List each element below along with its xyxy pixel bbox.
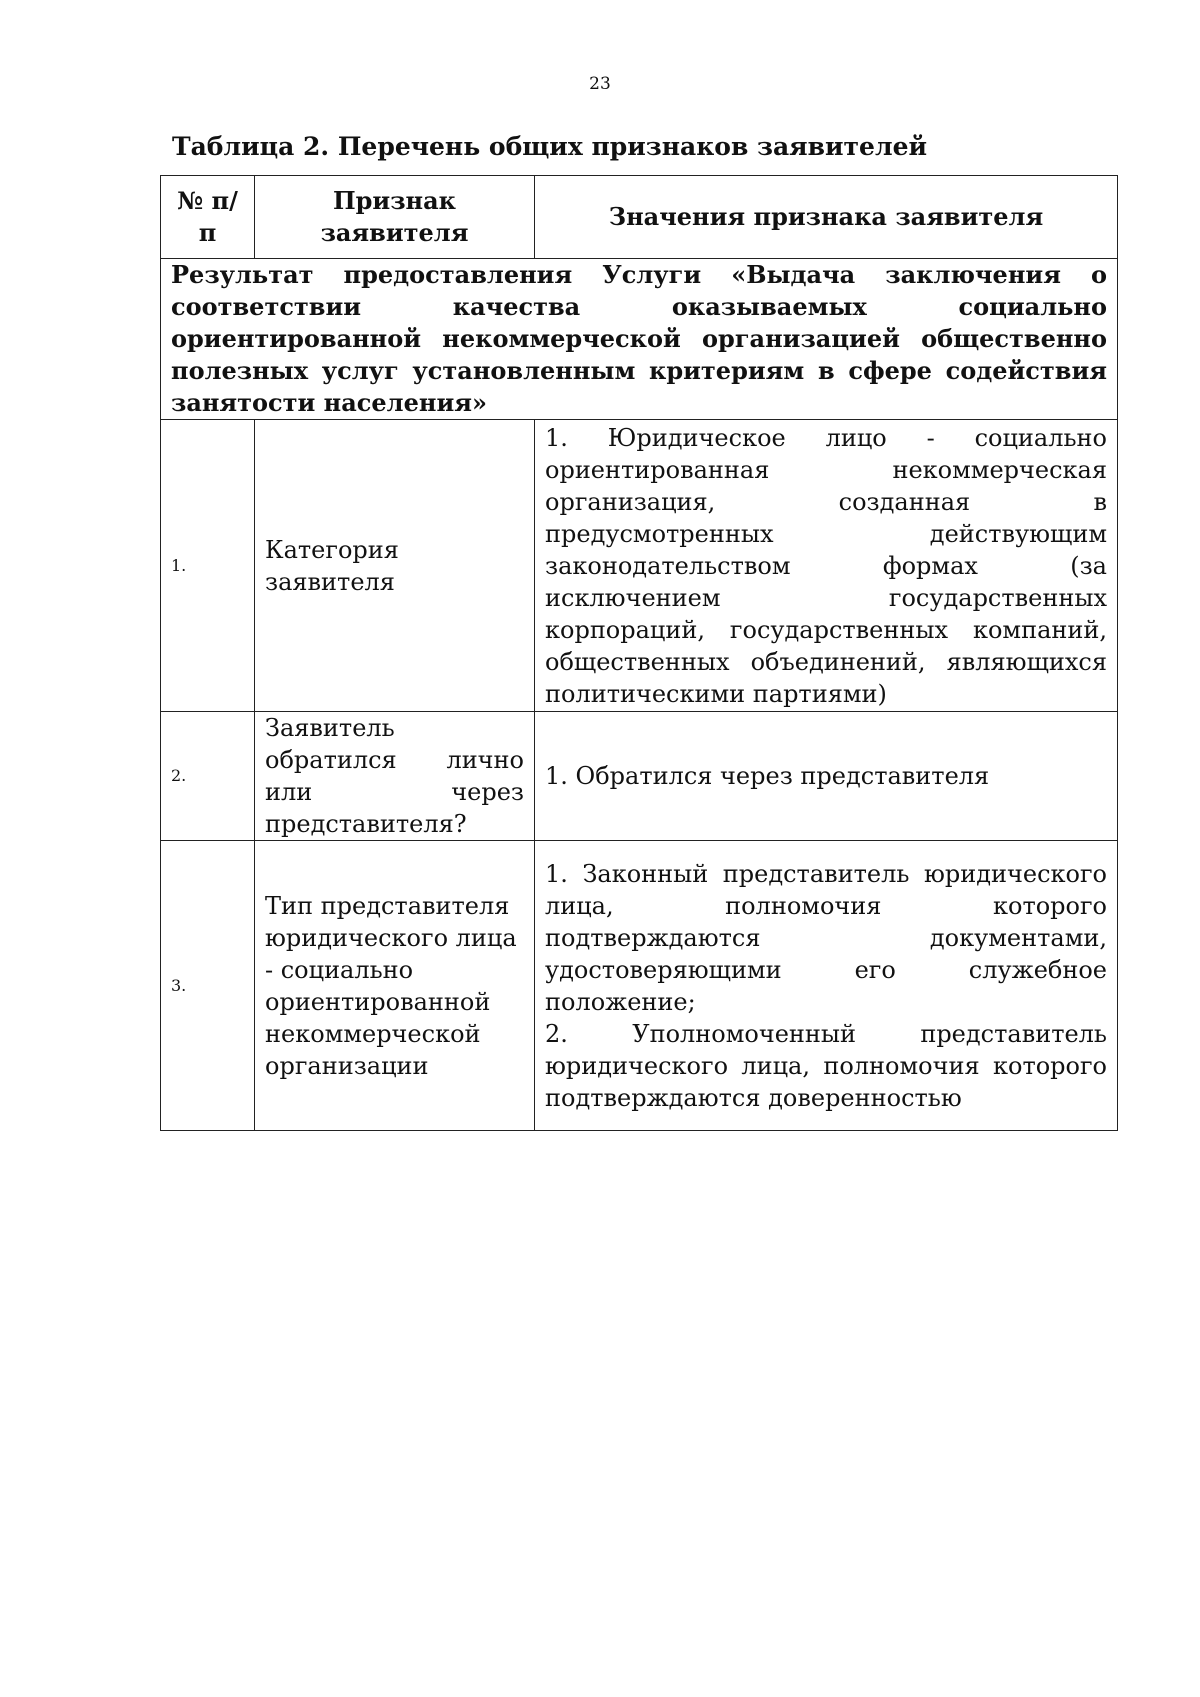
row-attribute: Тип представителя юридического лица - социально ориентированной некоммерческой организации — [255, 841, 535, 1131]
row-number: 1. — [161, 420, 255, 712]
row-values — [535, 420, 1118, 712]
table-row — [161, 712, 1118, 841]
row-value: 2. Уполномоченный представитель юридического лица, полномочия которого подтверждаются доверенностью — [545, 1019, 1107, 1112]
table-header-row — [161, 176, 1118, 259]
table-row — [161, 841, 1118, 1131]
row-attribute: Заявитель обратился лично или через представителя? — [255, 712, 535, 841]
section-title: Результат предоставления Услуги «Выдача заключения о соответствии качества оказываемых социально ориентированной некоммерческой организацией общественно полезных услуг установленным критериям в сфере содействия занятости населения» — [161, 259, 1118, 420]
row-value: 1. Юридическое лицо - социально ориентированная некоммерческая организация, созданная в предусмотренных действующим законодательством формах (за исключением государственных корпораций, государственных компаний, общественных объединений, являющихся политическими партиями) — [545, 423, 1107, 708]
row-values — [535, 841, 1118, 1131]
row-value: 1. Обратился через представителя — [545, 762, 990, 790]
applicant-attributes-table — [160, 175, 1118, 1131]
header-attribute: Признак заявителя — [255, 176, 535, 259]
page-number: 23 — [589, 74, 611, 94]
section-row — [161, 259, 1118, 420]
header-num: № п/п — [161, 176, 255, 259]
row-attribute: Категория заявителя — [255, 420, 535, 712]
row-values — [535, 712, 1118, 841]
table-caption: Таблица 2. Перечень общих признаков заявителей — [172, 132, 928, 161]
table-row — [161, 420, 1118, 712]
row-number: 2. — [161, 712, 255, 841]
row-number: 3. — [161, 841, 255, 1131]
row-value: 1. Законный представитель юридического лица, полномочия которого подтверждаются документами, удостоверяющими его служебное положение; — [545, 859, 1107, 1016]
header-values: Значения признака заявителя — [535, 176, 1118, 259]
